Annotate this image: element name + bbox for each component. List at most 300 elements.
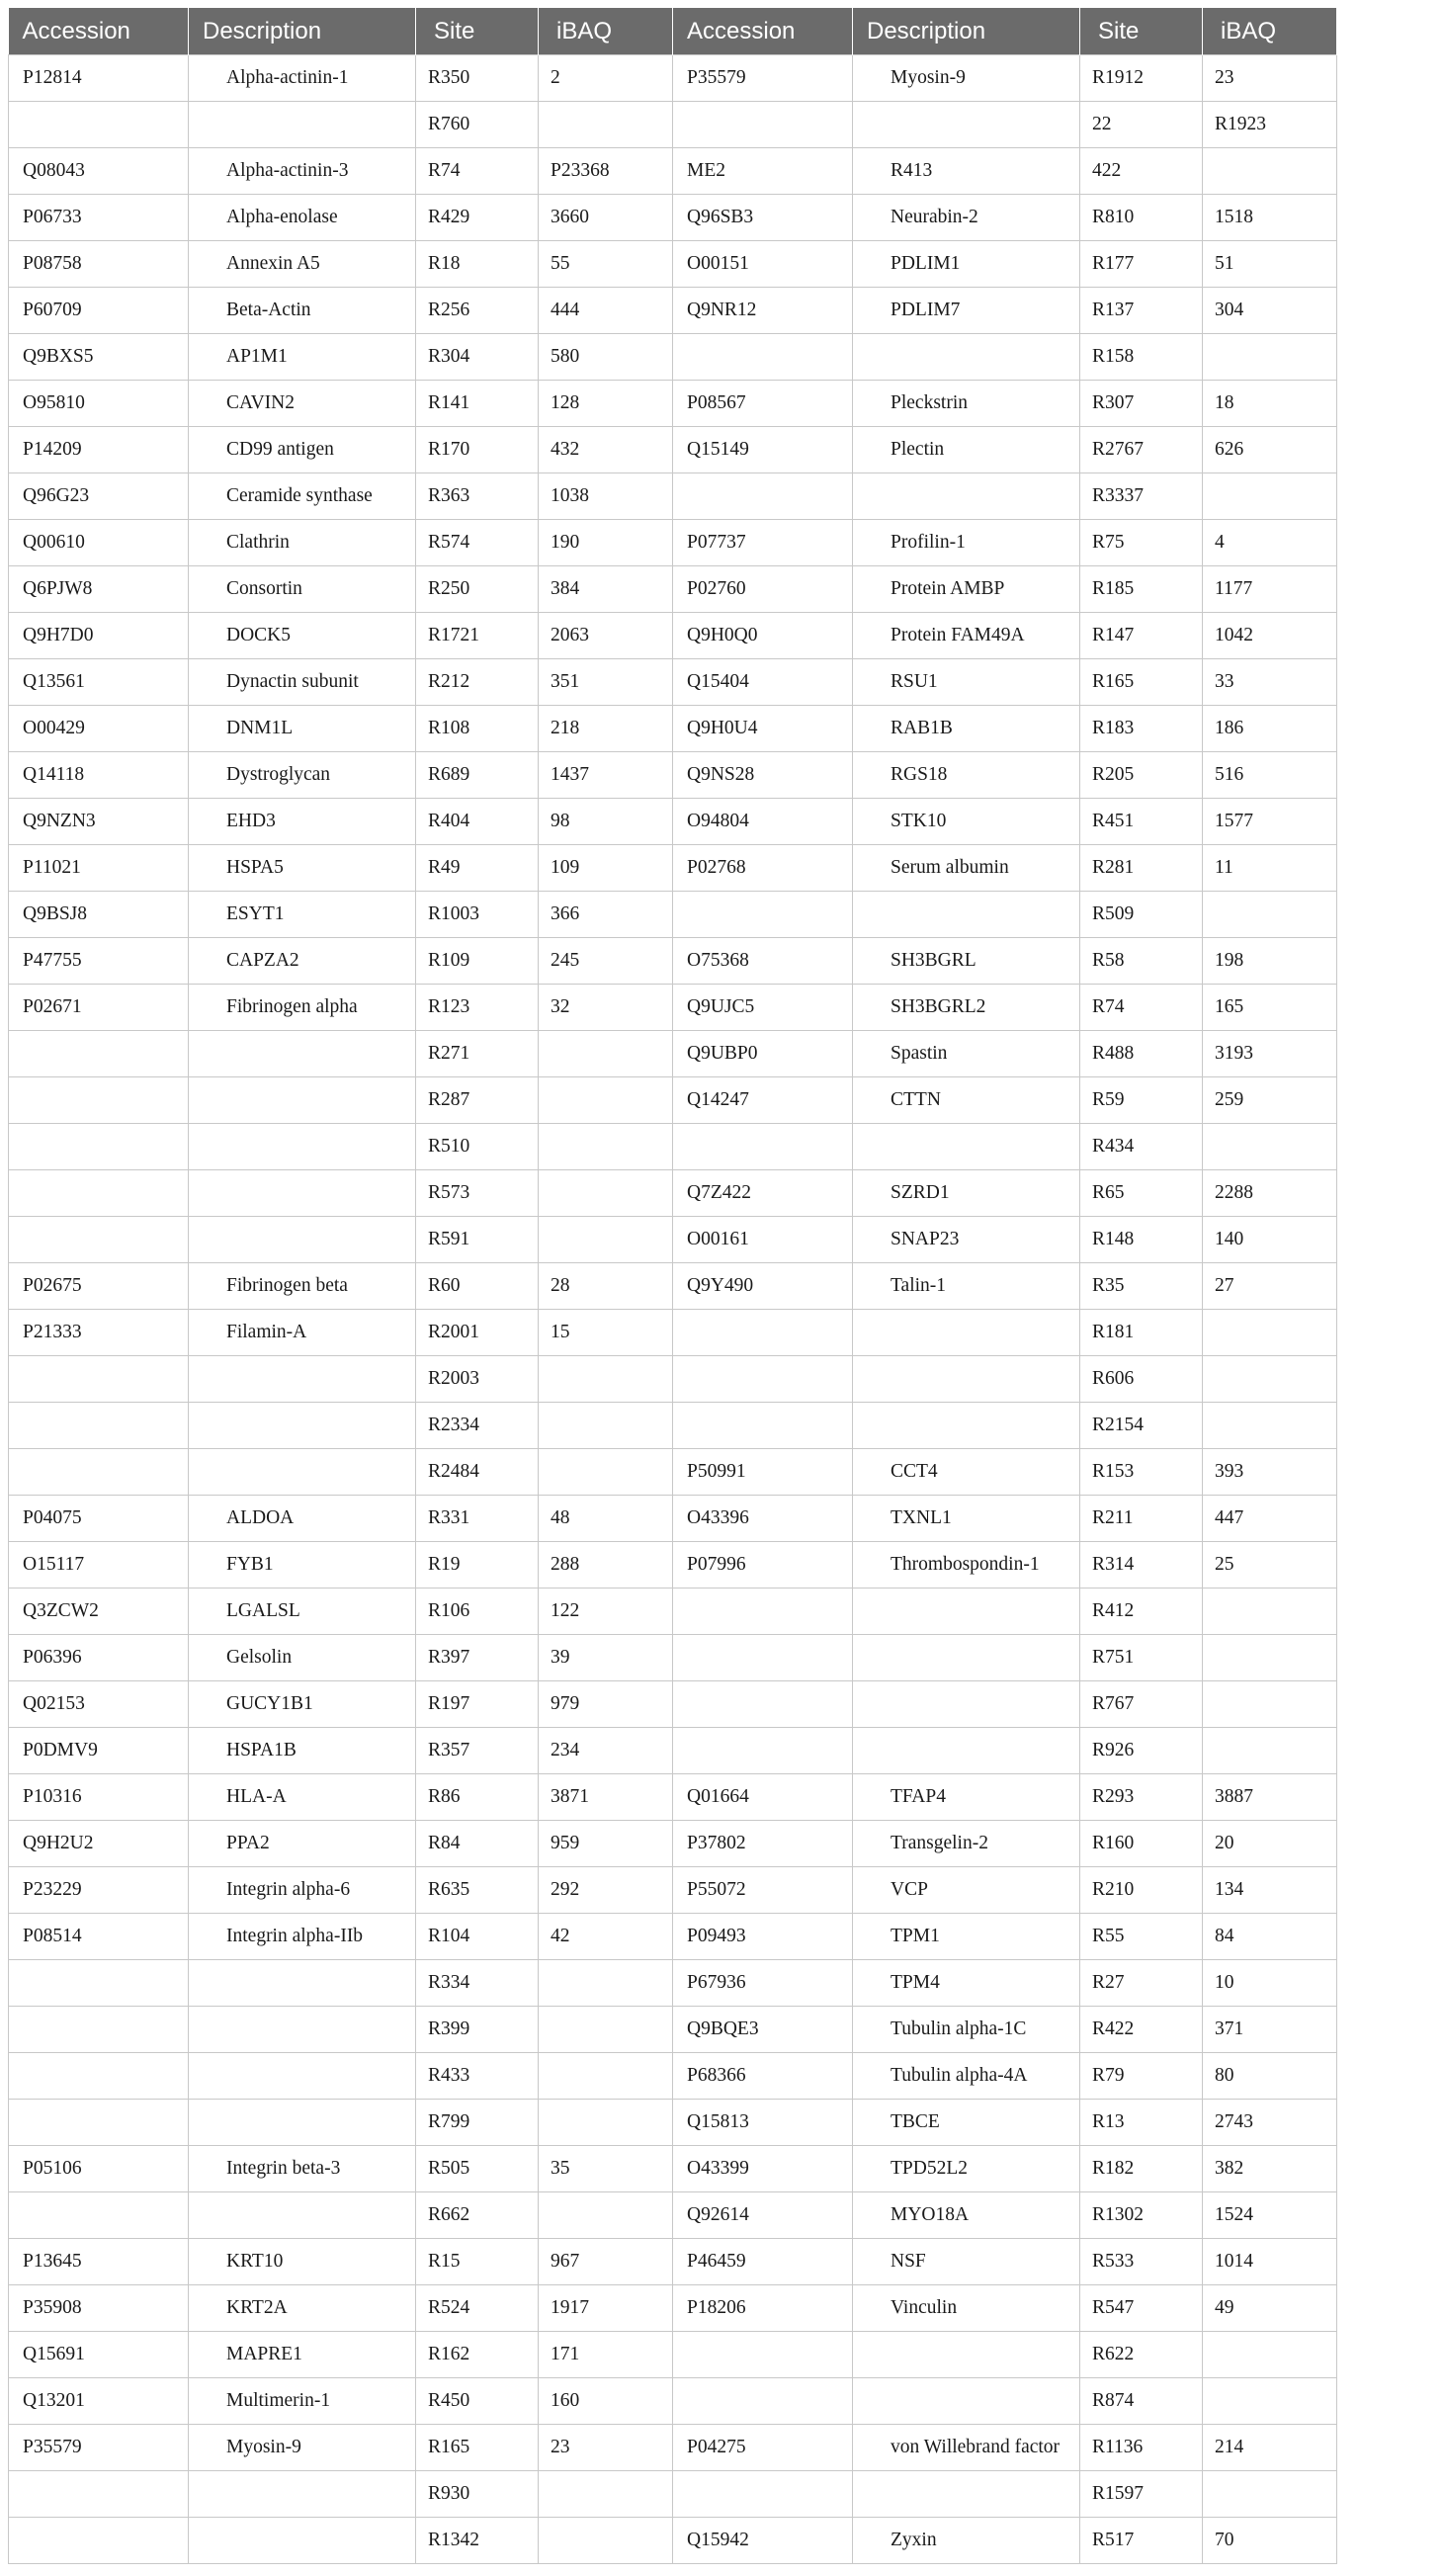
table-row — [9, 1356, 1337, 1403]
cell-accession — [9, 2471, 189, 2518]
table-row — [9, 659, 1337, 706]
cell-ibaq — [539, 1960, 673, 2007]
header-row — [9, 8, 1337, 55]
cell-site: R810 — [1080, 195, 1203, 241]
cell-ibaq: 39 — [539, 1635, 673, 1681]
cell-description: MYO18A — [853, 2192, 1080, 2239]
cell-ibaq: 2063 — [539, 613, 673, 659]
cell-ibaq — [539, 1403, 673, 1449]
cell-site: R2767 — [1080, 427, 1203, 473]
cell-site: R304 — [416, 334, 539, 381]
cell-ibaq: 109 — [539, 845, 673, 892]
cell-ibaq: 1917 — [539, 2285, 673, 2332]
cell-description: TPD52L2 — [853, 2146, 1080, 2192]
cell-site: R510 — [416, 1124, 539, 1170]
cell-description: KRT10 — [189, 2239, 416, 2285]
cell-accession — [673, 102, 853, 148]
table-row — [9, 473, 1337, 520]
cell-ibaq: 234 — [539, 1728, 673, 1774]
cell-site: R574 — [416, 520, 539, 566]
cell-accession — [9, 1403, 189, 1449]
cell-accession: P07996 — [673, 1542, 853, 1589]
cell-description: DOCK5 — [189, 613, 416, 659]
cell-site: R689 — [416, 752, 539, 799]
cell-accession: Q92614 — [673, 2192, 853, 2239]
cell-accession: P60709 — [9, 288, 189, 334]
cell-site: R404 — [416, 799, 539, 845]
cell-ibaq: 18 — [1203, 381, 1337, 427]
cell-description — [189, 1170, 416, 1217]
cell-accession: P35908 — [9, 2285, 189, 2332]
cell-description: Zyxin — [853, 2518, 1080, 2564]
cell-ibaq — [1203, 1310, 1337, 1356]
cell-site: R158 — [1080, 334, 1203, 381]
cell-accession: P11021 — [9, 845, 189, 892]
cell-accession: P12814 — [9, 55, 189, 102]
cell-description: Tubulin alpha-4A — [853, 2053, 1080, 2100]
cell-accession — [9, 2007, 189, 2053]
cell-description: Plectin — [853, 427, 1080, 473]
cell-ibaq: 51 — [1203, 241, 1337, 288]
table-row — [9, 1681, 1337, 1728]
cell-description: Spastin — [853, 1031, 1080, 1077]
cell-description: Integrin beta-3 — [189, 2146, 416, 2192]
cell-accession: Q9NZN3 — [9, 799, 189, 845]
cell-site: R314 — [1080, 1542, 1203, 1589]
cell-ibaq: 84 — [1203, 1914, 1337, 1960]
cell-description: HLA-A — [189, 1774, 416, 1821]
cell-site: R205 — [1080, 752, 1203, 799]
cell-site: R2003 — [416, 1356, 539, 1403]
table-row — [9, 752, 1337, 799]
cell-ibaq: 2288 — [1203, 1170, 1337, 1217]
cell-description: VCP — [853, 1867, 1080, 1914]
cell-ibaq — [1203, 1403, 1337, 1449]
cell-site: R1003 — [416, 892, 539, 938]
cell-ibaq: 20 — [1203, 1821, 1337, 1867]
cell-site: R13 — [1080, 2100, 1203, 2146]
cell-ibaq: 626 — [1203, 427, 1337, 473]
cell-accession: P05106 — [9, 2146, 189, 2192]
table-row — [9, 1821, 1337, 1867]
cell-description: TFAP4 — [853, 1774, 1080, 1821]
cell-accession — [673, 2332, 853, 2378]
cell-site: R799 — [416, 2100, 539, 2146]
cell-ibaq: 35 — [539, 2146, 673, 2192]
cell-site: R212 — [416, 659, 539, 706]
cell-accession: O94804 — [673, 799, 853, 845]
cell-description: Consortin — [189, 566, 416, 613]
cell-site: R160 — [1080, 1821, 1203, 1867]
table-row — [9, 288, 1337, 334]
cell-description — [189, 2518, 416, 2564]
cell-description: Clathrin — [189, 520, 416, 566]
cell-site: R422 — [1080, 2007, 1203, 2053]
cell-accession — [9, 1960, 189, 2007]
cell-ibaq: 23 — [539, 2425, 673, 2471]
cell-ibaq: 186 — [1203, 706, 1337, 752]
cell-ibaq: 288 — [539, 1542, 673, 1589]
cell-ibaq: 245 — [539, 938, 673, 985]
table-row — [9, 55, 1337, 102]
cell-accession: Q14247 — [673, 1077, 853, 1124]
cell-description: Talin-1 — [853, 1263, 1080, 1310]
cell-ibaq: 98 — [539, 799, 673, 845]
cell-accession — [673, 2378, 853, 2425]
cell-description: MAPRE1 — [189, 2332, 416, 2378]
cell-ibaq — [539, 1170, 673, 1217]
cell-ibaq: 27 — [1203, 1263, 1337, 1310]
cell-accession: O00429 — [9, 706, 189, 752]
cell-ibaq: 351 — [539, 659, 673, 706]
cell-accession: P50991 — [673, 1449, 853, 1496]
cell-accession: Q15813 — [673, 2100, 853, 2146]
cell-accession: P10316 — [9, 1774, 189, 1821]
cell-description: Fibrinogen beta — [189, 1263, 416, 1310]
cell-site: R123 — [416, 985, 539, 1031]
table-row — [9, 1960, 1337, 2007]
cell-accession: Q9BSJ8 — [9, 892, 189, 938]
cell-description — [853, 1589, 1080, 1635]
cell-accession — [9, 1124, 189, 1170]
cell-site: R15 — [416, 2239, 539, 2285]
cell-site: R2001 — [416, 1310, 539, 1356]
cell-site: R182 — [1080, 2146, 1203, 2192]
cell-ibaq: 11 — [1203, 845, 1337, 892]
cell-site: R183 — [1080, 706, 1203, 752]
cell-description: CCT4 — [853, 1449, 1080, 1496]
cell-ibaq: 384 — [539, 566, 673, 613]
cell-accession — [9, 1217, 189, 1263]
cell-ibaq: 32 — [539, 985, 673, 1031]
cell-accession — [9, 1356, 189, 1403]
cell-description: RSU1 — [853, 659, 1080, 706]
cell-accession: Q00610 — [9, 520, 189, 566]
cell-ibaq: 122 — [539, 1589, 673, 1635]
cell-description — [189, 1960, 416, 2007]
table-row — [9, 1449, 1337, 1496]
cell-accession: Q02153 — [9, 1681, 189, 1728]
table-row — [9, 381, 1337, 427]
cell-accession — [9, 1031, 189, 1077]
cell-accession: O75368 — [673, 938, 853, 985]
table-row — [9, 1542, 1337, 1589]
cell-ibaq — [1203, 1728, 1337, 1774]
cell-site: R622 — [1080, 2332, 1203, 2378]
cell-site: R153 — [1080, 1449, 1203, 1496]
table-row — [9, 1170, 1337, 1217]
cell-description — [189, 2471, 416, 2518]
table-row — [9, 334, 1337, 381]
cell-site: R930 — [416, 2471, 539, 2518]
cell-ibaq — [1203, 2378, 1337, 2425]
cell-site: R170 — [416, 427, 539, 473]
table-row — [9, 2146, 1337, 2192]
cell-description: Alpha-enolase — [189, 195, 416, 241]
table-row — [9, 1496, 1337, 1542]
cell-site: R86 — [416, 1774, 539, 1821]
cell-description: Multimerin-1 — [189, 2378, 416, 2425]
cell-accession — [673, 1356, 853, 1403]
cell-ibaq: 959 — [539, 1821, 673, 1867]
table-row — [9, 2007, 1337, 2053]
table-row — [9, 2332, 1337, 2378]
table-row — [9, 1914, 1337, 1960]
cell-ibaq: 979 — [539, 1681, 673, 1728]
cell-accession: Q13201 — [9, 2378, 189, 2425]
cell-description — [853, 2378, 1080, 2425]
cell-accession: P68366 — [673, 2053, 853, 2100]
cell-description: SH3BGRL2 — [853, 985, 1080, 1031]
cell-accession: Q96SB3 — [673, 195, 853, 241]
table-row — [9, 2378, 1337, 2425]
cell-ibaq: 432 — [539, 427, 673, 473]
cell-site: R84 — [416, 1821, 539, 1867]
cell-ibaq: 15 — [539, 1310, 673, 1356]
cell-ibaq: 1014 — [1203, 2239, 1337, 2285]
cell-description: Beta-Actin — [189, 288, 416, 334]
table-row — [9, 2100, 1337, 2146]
cell-description — [853, 1356, 1080, 1403]
cell-ibaq — [1203, 892, 1337, 938]
cell-accession: O43399 — [673, 2146, 853, 2192]
table-row — [9, 706, 1337, 752]
cell-site: R591 — [416, 1217, 539, 1263]
cell-description — [189, 2053, 416, 2100]
cell-site: R109 — [416, 938, 539, 985]
cell-ibaq: 1577 — [1203, 799, 1337, 845]
cell-ibaq: 4 — [1203, 520, 1337, 566]
cell-site: R104 — [416, 1914, 539, 1960]
cell-accession: ME2 — [673, 148, 853, 195]
cell-site: R271 — [416, 1031, 539, 1077]
table-row — [9, 2239, 1337, 2285]
cell-site: R185 — [1080, 566, 1203, 613]
cell-ibaq: 25 — [1203, 1542, 1337, 1589]
cell-ibaq — [539, 1124, 673, 1170]
cell-accession: Q15942 — [673, 2518, 853, 2564]
cell-ibaq: 259 — [1203, 1077, 1337, 1124]
cell-description: HSPA1B — [189, 1728, 416, 1774]
table-row — [9, 566, 1337, 613]
cell-site: R334 — [416, 1960, 539, 2007]
cell-description: RAB1B — [853, 706, 1080, 752]
cell-ibaq — [539, 2518, 673, 2564]
cell-ibaq — [1203, 2332, 1337, 2378]
cell-description: Myosin-9 — [189, 2425, 416, 2471]
cell-description: Protein FAM49A — [853, 613, 1080, 659]
cell-description: GUCY1B1 — [189, 1681, 416, 1728]
cell-ibaq: 3887 — [1203, 1774, 1337, 1821]
cell-description — [853, 473, 1080, 520]
cell-ibaq: 1524 — [1203, 2192, 1337, 2239]
cell-accession — [673, 1589, 853, 1635]
cell-site: R137 — [1080, 288, 1203, 334]
cell-accession: P37802 — [673, 1821, 853, 1867]
cell-description: Fibrinogen alpha — [189, 985, 416, 1031]
cell-site: R331 — [416, 1496, 539, 1542]
cell-description — [189, 1403, 416, 1449]
cell-ibaq — [539, 2100, 673, 2146]
cell-ibaq: P23368 — [539, 148, 673, 195]
cell-accession — [9, 2518, 189, 2564]
cell-site: R75 — [1080, 520, 1203, 566]
cell-site: R433 — [416, 2053, 539, 2100]
cell-site: R250 — [416, 566, 539, 613]
cell-site: R181 — [1080, 1310, 1203, 1356]
cell-site: R106 — [416, 1589, 539, 1635]
cell-accession: P35579 — [673, 55, 853, 102]
cell-site: R210 — [1080, 1867, 1203, 1914]
cell-ibaq — [539, 1356, 673, 1403]
table-row — [9, 985, 1337, 1031]
cell-accession: Q6PJW8 — [9, 566, 189, 613]
cell-ibaq — [539, 2192, 673, 2239]
cell-accession — [9, 1170, 189, 1217]
cell-site: R767 — [1080, 1681, 1203, 1728]
cell-accession: Q9Y490 — [673, 1263, 853, 1310]
cell-description: Serum albumin — [853, 845, 1080, 892]
table-row — [9, 1077, 1337, 1124]
cell-description — [853, 1403, 1080, 1449]
cell-site: R35 — [1080, 1263, 1203, 1310]
cell-site: R165 — [1080, 659, 1203, 706]
table-row — [9, 2518, 1337, 2564]
cell-ibaq — [539, 1077, 673, 1124]
table-row — [9, 892, 1337, 938]
table-row — [9, 195, 1337, 241]
cell-description: Gelsolin — [189, 1635, 416, 1681]
cell-site: R3337 — [1080, 473, 1203, 520]
cell-description: AP1M1 — [189, 334, 416, 381]
cell-description: Alpha-actinin-1 — [189, 55, 416, 102]
cell-site: R363 — [416, 473, 539, 520]
cell-site: R429 — [416, 195, 539, 241]
table-row — [9, 148, 1337, 195]
cell-description: Ceramide synthase — [189, 473, 416, 520]
table-row — [9, 2425, 1337, 2471]
cell-ibaq: 165 — [1203, 985, 1337, 1031]
cell-site: R751 — [1080, 1635, 1203, 1681]
cell-ibaq: 10 — [1203, 1960, 1337, 2007]
cell-site: R662 — [416, 2192, 539, 2239]
cell-description: ALDOA — [189, 1496, 416, 1542]
cell-accession — [673, 1728, 853, 1774]
header-ibaq: iBAQ — [539, 8, 673, 55]
cell-description — [189, 102, 416, 148]
cell-description — [853, 1635, 1080, 1681]
cell-ibaq: 140 — [1203, 1217, 1337, 1263]
cell-accession: P35579 — [9, 2425, 189, 2471]
table-row — [9, 102, 1337, 148]
table-body — [9, 55, 1337, 2564]
cell-description: TPM4 — [853, 1960, 1080, 2007]
cell-description: Neurabin-2 — [853, 195, 1080, 241]
table-row — [9, 613, 1337, 659]
cell-site: R635 — [416, 1867, 539, 1914]
cell-ibaq: 160 — [539, 2378, 673, 2425]
cell-description: Profilin-1 — [853, 520, 1080, 566]
cell-ibaq: 2743 — [1203, 2100, 1337, 2146]
cell-accession: Q9NR12 — [673, 288, 853, 334]
table-row — [9, 1867, 1337, 1914]
cell-accession: P13645 — [9, 2239, 189, 2285]
cell-ibaq: 382 — [1203, 2146, 1337, 2192]
table-row — [9, 938, 1337, 985]
cell-ibaq: 23 — [1203, 55, 1337, 102]
cell-accession: Q9BXS5 — [9, 334, 189, 381]
cell-accession: Q13561 — [9, 659, 189, 706]
cell-accession: P04275 — [673, 2425, 853, 2471]
cell-site: R926 — [1080, 1728, 1203, 1774]
cell-description: FYB1 — [189, 1542, 416, 1589]
cell-ibaq: 580 — [539, 334, 673, 381]
cell-ibaq: 304 — [1203, 288, 1337, 334]
table-row — [9, 2471, 1337, 2518]
cell-accession — [673, 334, 853, 381]
cell-site: R307 — [1080, 381, 1203, 427]
cell-ibaq: 198 — [1203, 938, 1337, 985]
cell-site: R399 — [416, 2007, 539, 2053]
table-row — [9, 427, 1337, 473]
cell-description: Dystroglycan — [189, 752, 416, 799]
table-row — [9, 241, 1337, 288]
cell-ibaq: 371 — [1203, 2007, 1337, 2053]
cell-accession: P02768 — [673, 845, 853, 892]
cell-site: R606 — [1080, 1356, 1203, 1403]
cell-description: Annexin A5 — [189, 241, 416, 288]
cell-ibaq — [1203, 1356, 1337, 1403]
cell-site: R74 — [416, 148, 539, 195]
cell-ibaq: 1437 — [539, 752, 673, 799]
cell-ibaq: 3871 — [539, 1774, 673, 1821]
cell-site: R19 — [416, 1542, 539, 1589]
cell-ibaq — [539, 2053, 673, 2100]
cell-accession — [673, 2471, 853, 2518]
cell-site: R211 — [1080, 1496, 1203, 1542]
cell-accession: Q9BQE3 — [673, 2007, 853, 2053]
cell-site: R27 — [1080, 1960, 1203, 2007]
cell-site: R547 — [1080, 2285, 1203, 2332]
cell-description: HSPA5 — [189, 845, 416, 892]
cell-ibaq: 80 — [1203, 2053, 1337, 2100]
cell-accession: P04075 — [9, 1496, 189, 1542]
cell-ibaq: 393 — [1203, 1449, 1337, 1496]
table-row — [9, 1403, 1337, 1449]
table-row — [9, 1589, 1337, 1635]
cell-site: R59 — [1080, 1077, 1203, 1124]
header-description: Description — [189, 8, 416, 55]
cell-ibaq: 171 — [539, 2332, 673, 2378]
table-row — [9, 2192, 1337, 2239]
cell-ibaq — [1203, 1589, 1337, 1635]
cell-accession: Q15404 — [673, 659, 853, 706]
cell-site: R281 — [1080, 845, 1203, 892]
cell-site: R1721 — [416, 613, 539, 659]
table-row — [9, 1774, 1337, 1821]
cell-description — [189, 1217, 416, 1263]
cell-accession: Q15691 — [9, 2332, 189, 2378]
cell-ibaq — [539, 1031, 673, 1077]
cell-description: Pleckstrin — [853, 381, 1080, 427]
cell-accession: P08567 — [673, 381, 853, 427]
cell-description: Transgelin-2 — [853, 1821, 1080, 1867]
cell-accession: P67936 — [673, 1960, 853, 2007]
table-row — [9, 845, 1337, 892]
cell-description: von Willebrand factor — [853, 2425, 1080, 2471]
header-ibaq: iBAQ — [1203, 8, 1337, 55]
header-site: Site — [416, 8, 539, 55]
